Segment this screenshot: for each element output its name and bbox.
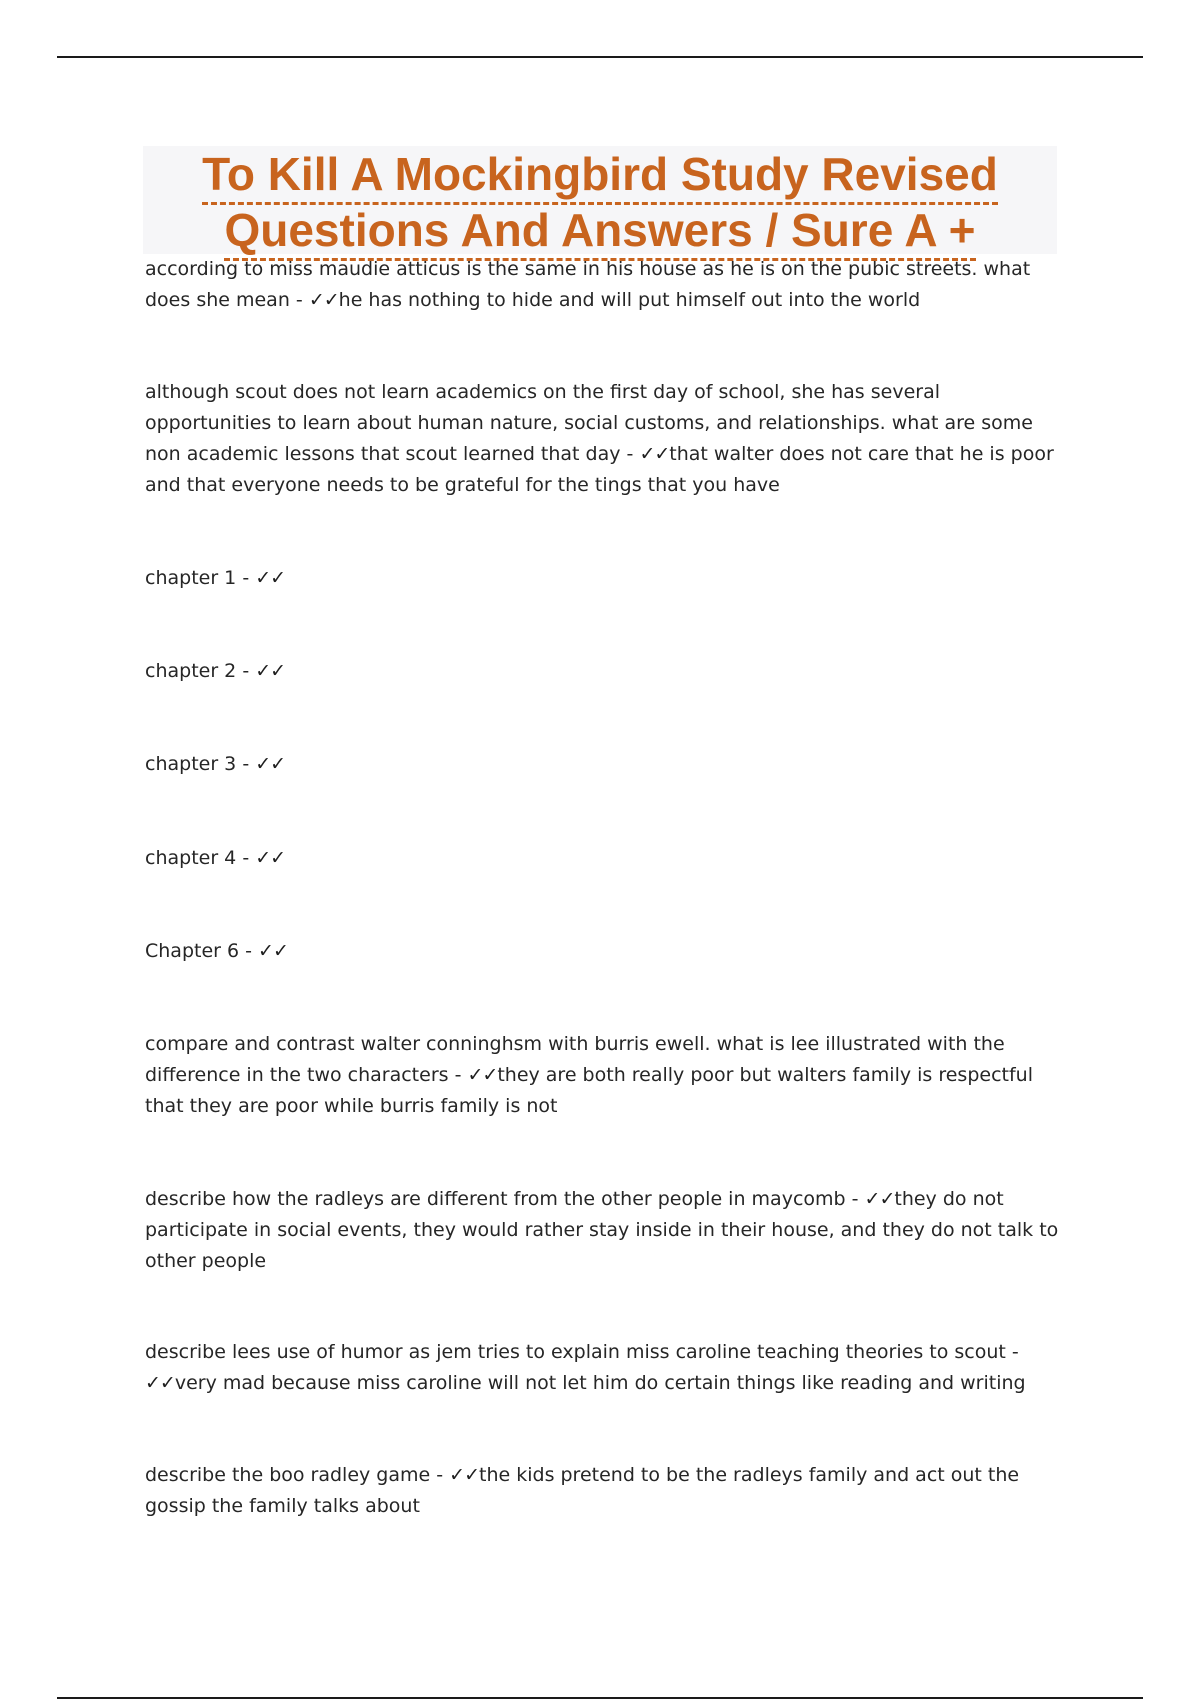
check-icon: ✓✓	[449, 1464, 479, 1486]
answer-text: he has nothing to hide and will put himself out into the world	[338, 289, 921, 311]
check-icon: ✓✓	[864, 1188, 895, 1210]
question-text: although scout does not learn academics on the first day of school, she has several opportunities to learn about human nature, social customs, and relationships. what are some non academic lessons that scout learned that day	[145, 381, 1033, 465]
qa-item: chapter 2 - ✓✓	[145, 660, 286, 682]
question-text: chapter 1	[145, 567, 237, 589]
qa-item: describe lees use of humor as jem tries to explain miss caroline teaching theories to scout - ✓✓very mad because miss caroline will not let him do certain things like reading and writing	[145, 1341, 1026, 1394]
check-icon: ✓✓	[145, 1372, 175, 1394]
question-text: describe lees use of humor as jem tries to explain miss caroline teaching theories to scout	[145, 1341, 1006, 1363]
question-text: chapter 2	[145, 660, 237, 682]
question-text: according to miss maudie atticus is the same in his house as he is on the pubic streets. what does she mean	[145, 258, 1031, 311]
qa-item: although scout does not learn academics on the first day of school, she has several opportunities to learn about human nature, social customs, and relationships. what are some non academic lessons that scout learned that day - ✓✓that walter does not care that he is poor and that everyone needs to be grateful for the tings that you have	[145, 381, 1054, 496]
question-text: describe how the radleys are different from the other people in maycomb	[145, 1188, 846, 1210]
check-icon: ✓✓	[255, 660, 286, 682]
qa-item: chapter 1 - ✓✓	[145, 567, 286, 589]
qa-item: according to miss maudie atticus is the same in his house as he is on the pubic streets. what does she mean - ✓✓he has nothing to hide and will put himself out into the world	[145, 258, 1031, 311]
check-icon: ✓✓	[467, 1064, 498, 1086]
document-title	[143, 146, 1057, 254]
question-text: chapter 3	[145, 753, 237, 775]
answer-text: very mad because miss caroline will not let him do certain things like reading and writing	[174, 1372, 1026, 1394]
check-icon: ✓✓	[639, 443, 670, 465]
check-icon: ✓✓	[258, 940, 288, 962]
bottom-rule	[57, 1697, 1143, 1699]
qa-item: compare and contrast walter conninghsm with burris ewell. what is lee illustrated with the difference in the two characters - ✓✓they are both really poor but walters family is respectful that they are poor while burris family is not	[145, 1033, 1033, 1117]
title-line-1: To Kill A Mockingbird Study Revised	[202, 146, 998, 205]
check-icon: ✓✓	[255, 753, 286, 775]
qa-item: describe the boo radley game - ✓✓the kids pretend to be the radleys family and act out the gossip the family talks about	[145, 1464, 1020, 1517]
question-text: describe the boo radley game	[145, 1464, 431, 1486]
top-rule	[57, 56, 1143, 58]
answer-text: they are both really poor but walters family is respectful that they are poor while burris family is not	[145, 1064, 1033, 1117]
check-icon: ✓✓	[255, 567, 286, 589]
answer-text: they do not participate in social events, they would rather stay inside in their house, and they do not talk to other people	[145, 1188, 1059, 1272]
question-text: Chapter 6	[145, 940, 240, 962]
qa-item: describe how the radleys are different from the other people in maycomb - ✓✓they do not participate in social events, they would rather stay inside in their house, and they do not talk to other people	[145, 1188, 1059, 1272]
check-icon: ✓✓	[308, 289, 339, 311]
qa-item: chapter 3 - ✓✓	[145, 753, 286, 775]
question-text: compare and contrast walter conninghsm with burris ewell. what is lee illustrated with the difference in the two characters	[145, 1033, 1005, 1086]
question-text: chapter 4	[145, 847, 237, 869]
answer-text: that walter does not care that he is poor and that everyone needs to be grateful for the tings that you have	[145, 443, 1054, 496]
qa-item: chapter 4 - ✓✓	[145, 847, 286, 869]
qa-item: Chapter 6 - ✓✓	[145, 940, 288, 962]
check-icon: ✓✓	[255, 847, 286, 869]
answer-text: the kids pretend to be the radleys family and act out the gossip the family talks about	[145, 1464, 1020, 1517]
title-line-2: Questions And Answers / Sure A +	[224, 202, 975, 261]
